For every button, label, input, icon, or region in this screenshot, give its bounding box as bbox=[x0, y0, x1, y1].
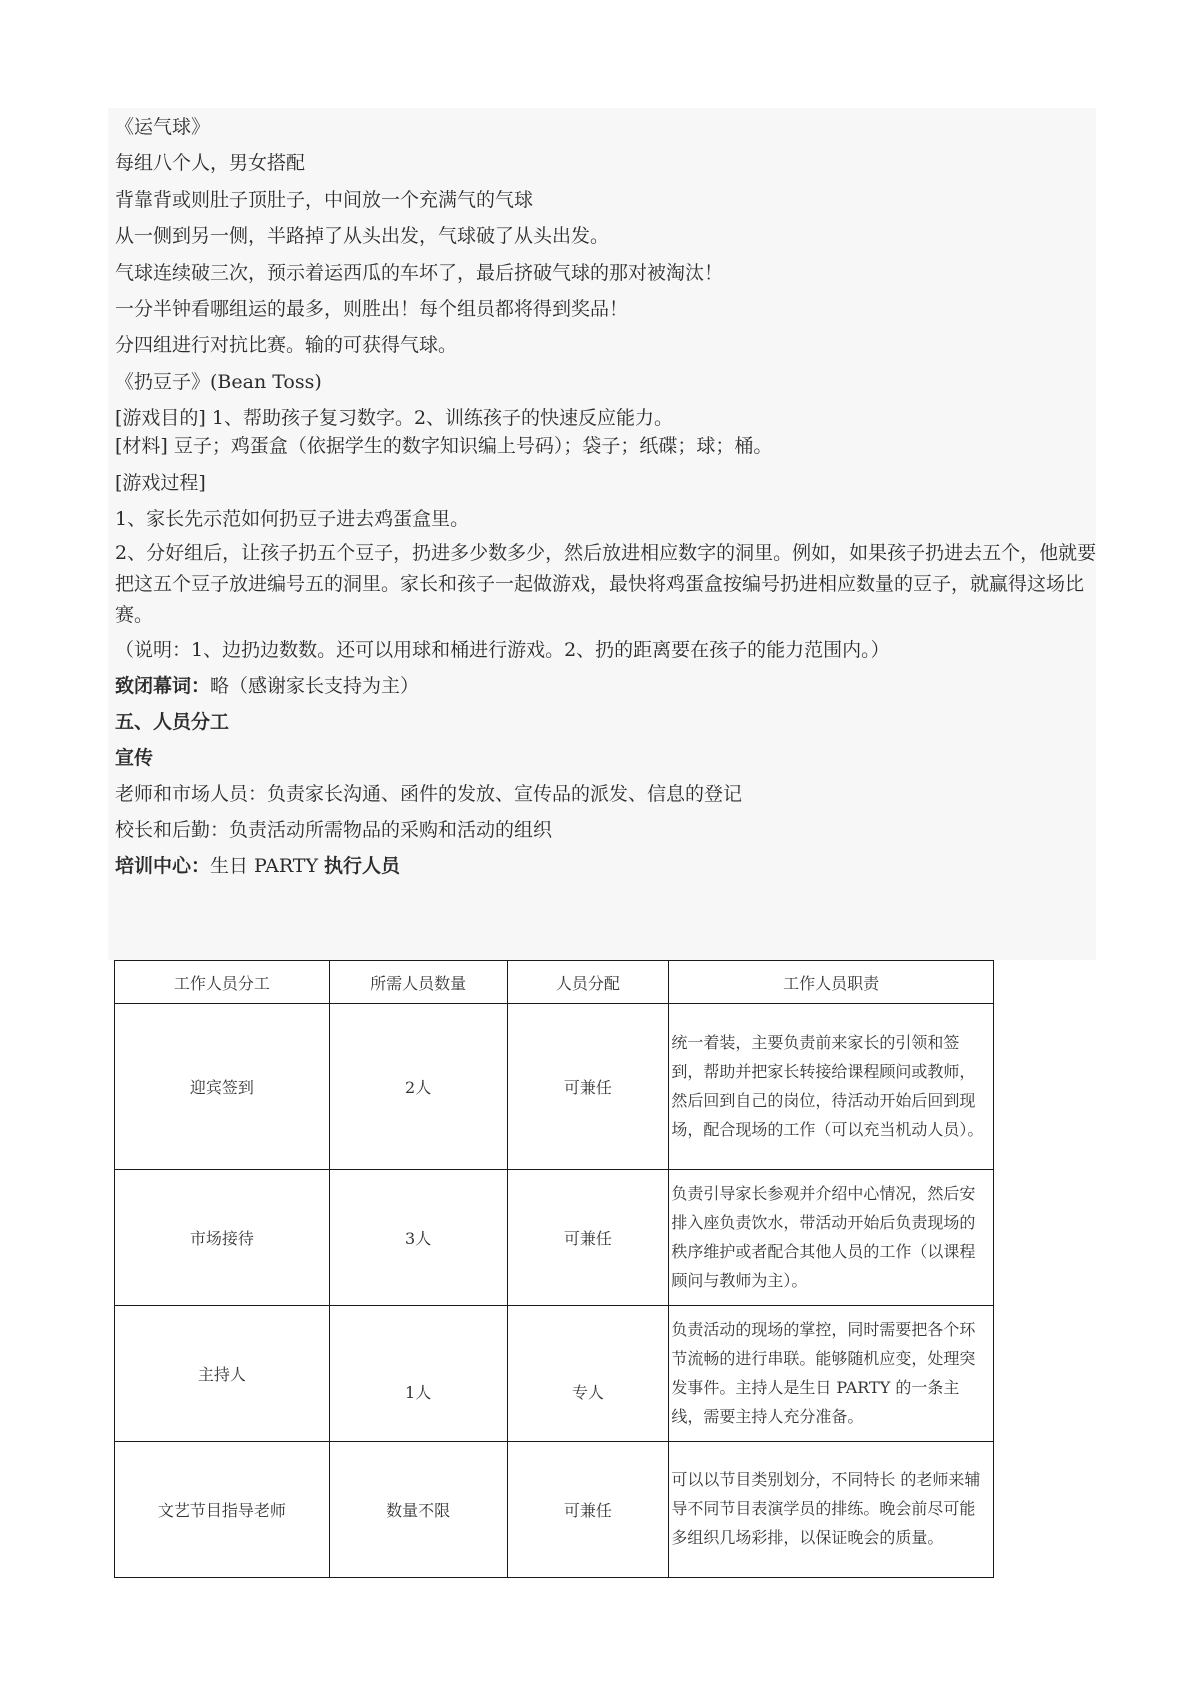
table-row bbox=[115, 1004, 994, 1170]
text-line: 分四组进行对抗比赛。输的可获得气球。 bbox=[115, 334, 458, 356]
cell-role: 市场接待 bbox=[115, 1170, 330, 1306]
cell-duty: 负责活动的现场的掌控，同时需要把各个环节流畅的进行串联。能够随机应变，处理突发事件。主持人是生日 PARTY 的一条主线，需要主持人充分准备。 bbox=[669, 1306, 994, 1442]
cell-assign: 可兼任 bbox=[507, 1004, 669, 1170]
header-duty: 工作人员职责 bbox=[669, 961, 994, 1004]
cell-count: 数量不限 bbox=[329, 1442, 507, 1578]
text-line: 气球连续破三次，预示着运西瓜的车坏了，最后挤破气球的那对被淘汰！ bbox=[115, 262, 724, 284]
closing-line bbox=[115, 674, 419, 698]
cell-role: 主持人 bbox=[115, 1306, 330, 1442]
closing-label: 致闭幕词： bbox=[115, 675, 211, 697]
publicity-line: 老师和市场人员：负责家长沟通、函件的发放、宣传品的派发、信息的登记 bbox=[115, 783, 743, 805]
cell-assign: 可兼任 bbox=[507, 1170, 669, 1306]
cell-count: 3人 bbox=[329, 1170, 507, 1306]
training-line bbox=[115, 854, 400, 878]
header-assign: 人员分配 bbox=[507, 961, 669, 1004]
text-line: 一分半钟看哪组运的最多，则胜出！每个组员都将得到奖品！ bbox=[115, 298, 629, 320]
table-row bbox=[115, 1306, 994, 1442]
cell-duty: 统一着装，主要负责前来家长的引领和签到，帮助并把家长转接给课程顾问或教师，然后回到自己的岗位，待活动开始后回到现场，配合现场的工作（可以充当机动人员）。 bbox=[669, 1004, 994, 1170]
cell-assign: 可兼任 bbox=[507, 1442, 669, 1578]
text-line: [游戏目的] 1、帮助孩子复习数字。2、训练孩子的快速反应能力。 bbox=[115, 407, 674, 429]
title-lucky-ball: 《运气球》 bbox=[115, 116, 211, 138]
training-end: 执行人员 bbox=[324, 855, 401, 877]
process-step-2: 2、分好组后，让孩子扔五个豆子，扔进多少数多少，然后放进相应数字的洞里。例如，如果孩子扔进去五个，他就要把这五个豆子放进编号五的洞里。家长和孩子一起做游戏，最快将鸡蛋盒按编号扔进相应数量的豆子，就赢得这场比赛。 bbox=[115, 542, 1097, 626]
staff-table bbox=[114, 960, 994, 1578]
cell-duty: 负责引导家长参观并介绍中心情况，然后安排入座负责饮水，带活动开始后负责现场的秩序维护或者配合其他人员的工作（以课程顾问与教师为主）。 bbox=[669, 1170, 994, 1306]
text-line: 1、家长先示范如何扔豆子进去鸡蛋盒里。 bbox=[115, 508, 470, 530]
note-line: （说明：1、边扔边数数。还可以用球和桶进行游戏。2、扔的距离要在孩子的能力范围内。） bbox=[115, 639, 890, 661]
publicity-line: 校长和后勤：负责活动所需物品的采购和活动的组织 bbox=[115, 819, 553, 841]
text-line: [材料] 豆子；鸡蛋盒（依据学生的数字知识编上号码）；袋子；纸碟；球；桶。 bbox=[115, 435, 773, 457]
cell-role: 文艺节目指导老师 bbox=[115, 1442, 330, 1578]
table-header-row bbox=[115, 961, 994, 1004]
text-line: [游戏过程] bbox=[115, 472, 206, 494]
header-count: 所需人员数量 bbox=[329, 961, 507, 1004]
section-title: 五、人员分工 bbox=[115, 711, 230, 733]
cell-duty: 可以以节目类别划分，不同特长 的老师来辅导不同节目表演学员的排练。晚会前尽可能多组织几场彩排，以保证晚会的质量。 bbox=[669, 1442, 994, 1578]
cell-assign: 专人 bbox=[507, 1306, 669, 1442]
closing-text: 略（感谢家长支持为主） bbox=[210, 675, 420, 697]
subsection-title: 宣传 bbox=[115, 747, 154, 769]
title-bean-toss: 《扔豆子》(Bean Toss) bbox=[115, 371, 322, 393]
table-row bbox=[115, 1442, 994, 1578]
training-label: 培训中心： bbox=[115, 855, 211, 877]
cell-role: 迎宾签到 bbox=[115, 1004, 330, 1170]
table-row bbox=[115, 1170, 994, 1306]
text-line: 从一侧到另一侧，半路掉了从头出发，气球破了从头出发。 bbox=[115, 225, 610, 247]
text-line: 背靠背或则肚子顶肚子，中间放一个充满气的气球 bbox=[115, 189, 534, 211]
text-line: 每组八个人，男女搭配 bbox=[115, 152, 306, 174]
header-role: 工作人员分工 bbox=[115, 961, 330, 1004]
cell-count: 1人 bbox=[329, 1306, 507, 1442]
cell-count: 2人 bbox=[329, 1004, 507, 1170]
training-mid: 生日 PARTY bbox=[210, 855, 325, 877]
